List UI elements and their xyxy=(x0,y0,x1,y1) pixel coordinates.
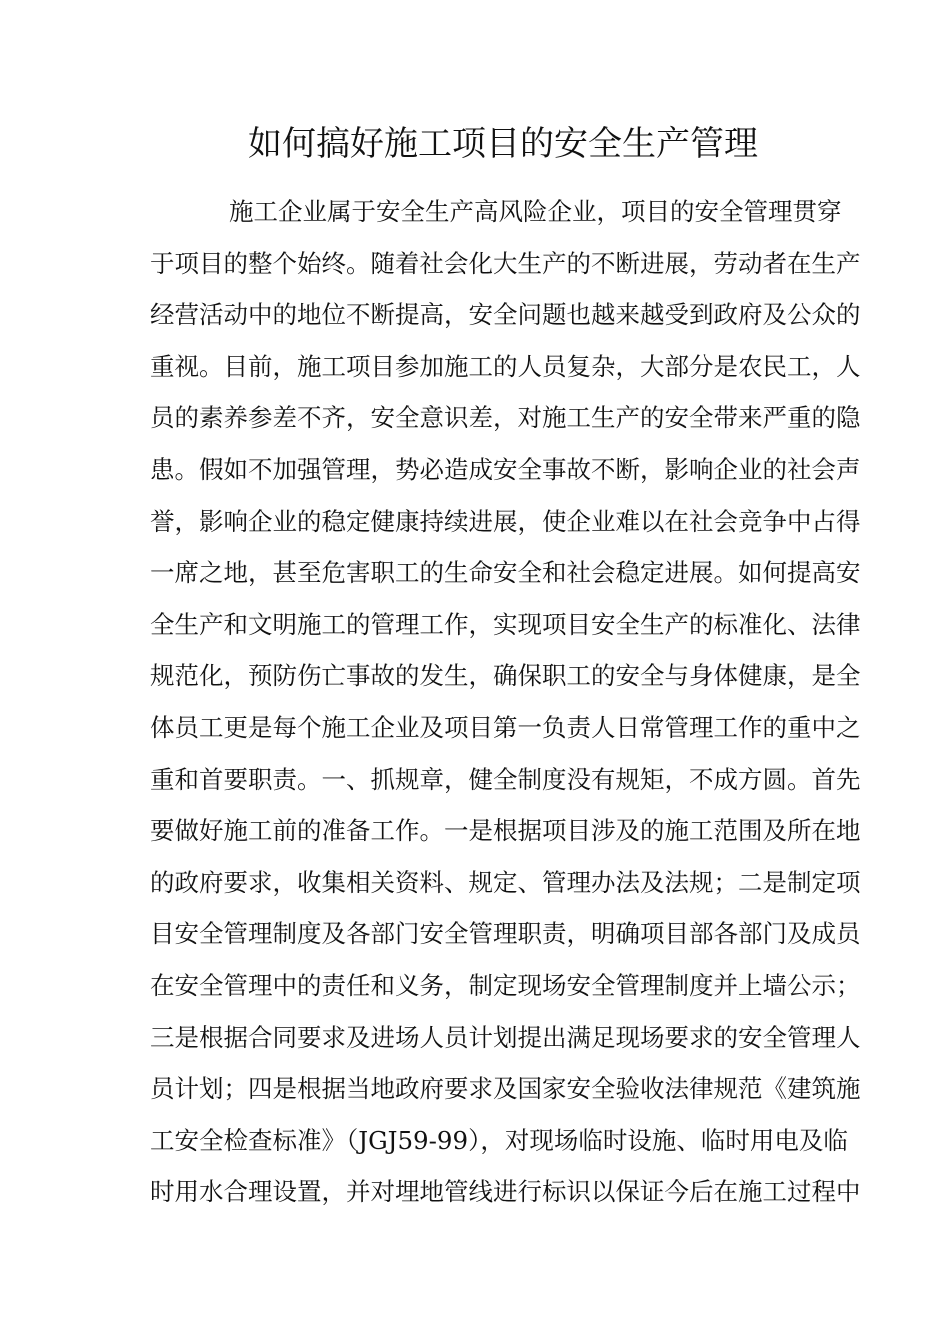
body-line: 誉，影响企业的稳定健康持续进展，使企业难以在社会竞争中占得 xyxy=(150,506,861,536)
body-line: 要做好施工前的准备工作。一是根据项目涉及的施工范围及所在地 xyxy=(150,816,861,846)
body-line: 一席之地，甚至危害职工的生命安全和社会稳定进展。如何提高安 xyxy=(150,558,861,588)
body-line: 在安全管理中的责任和义务，制定现场安全管理制度并上墙公示； xyxy=(150,970,861,1000)
document-title: 如何搞好施工项目的安全生产管理 xyxy=(248,124,758,164)
document-body xyxy=(150,186,861,1218)
body-line: 的政府要求，收集相关资料、规定、管理办法及法规；二是制定项 xyxy=(150,867,861,897)
body-line: 经营活动中的地位不断提高，安全问题也越来越受到政府及公众的 xyxy=(150,300,861,330)
body-line: 患。假如不加强管理，势必造成安全事故不断，影响企业的社会声 xyxy=(150,454,861,484)
body-line: 重和首要职责。一、抓规章，健全制度没有规矩，不成方圆。首先 xyxy=(150,764,861,794)
body-line: 三是根据合同要求及进场人员计划提出满足现场要求的安全管理人 xyxy=(150,1022,861,1052)
body-line: 时用水合理设置，并对埋地管线进行标识以保证今后在施工过程中 xyxy=(150,1177,861,1207)
body-line: 全生产和文明施工的管理工作，实现项目安全生产的标准化、法律 xyxy=(150,609,861,639)
body-line: 员计划；四是根据当地政府要求及国家安全验收法律规范《建筑施 xyxy=(150,1074,861,1104)
body-line: 规范化，预防伤亡事故的发生，确保职工的安全与身体健康，是全 xyxy=(150,661,861,691)
body-line: 于项目的整个始终。随着社会化大生产的不断进展，劳动者在生产 xyxy=(150,248,861,278)
body-line: 体员工更是每个施工企业及项目第一负责人日常管理工作的重中之 xyxy=(150,712,861,742)
body-line: 工安全检查标准》（JGJ59-99），对现场临时设施、临时用电及临 xyxy=(150,1125,848,1155)
body-line: 重视。目前，施工项目参加施工的人员复杂，大部分是农民工，人 xyxy=(150,351,861,381)
body-line: 员的素养参差不齐，安全意识差，对施工生产的安全带来严重的隐 xyxy=(150,403,861,433)
body-line: 施工企业属于安全生产高风险企业，项目的安全管理贯穿 xyxy=(229,197,842,226)
body-line: 目安全管理制度及各部门安全管理职责，明确项目部各部门及成员 xyxy=(150,919,861,949)
